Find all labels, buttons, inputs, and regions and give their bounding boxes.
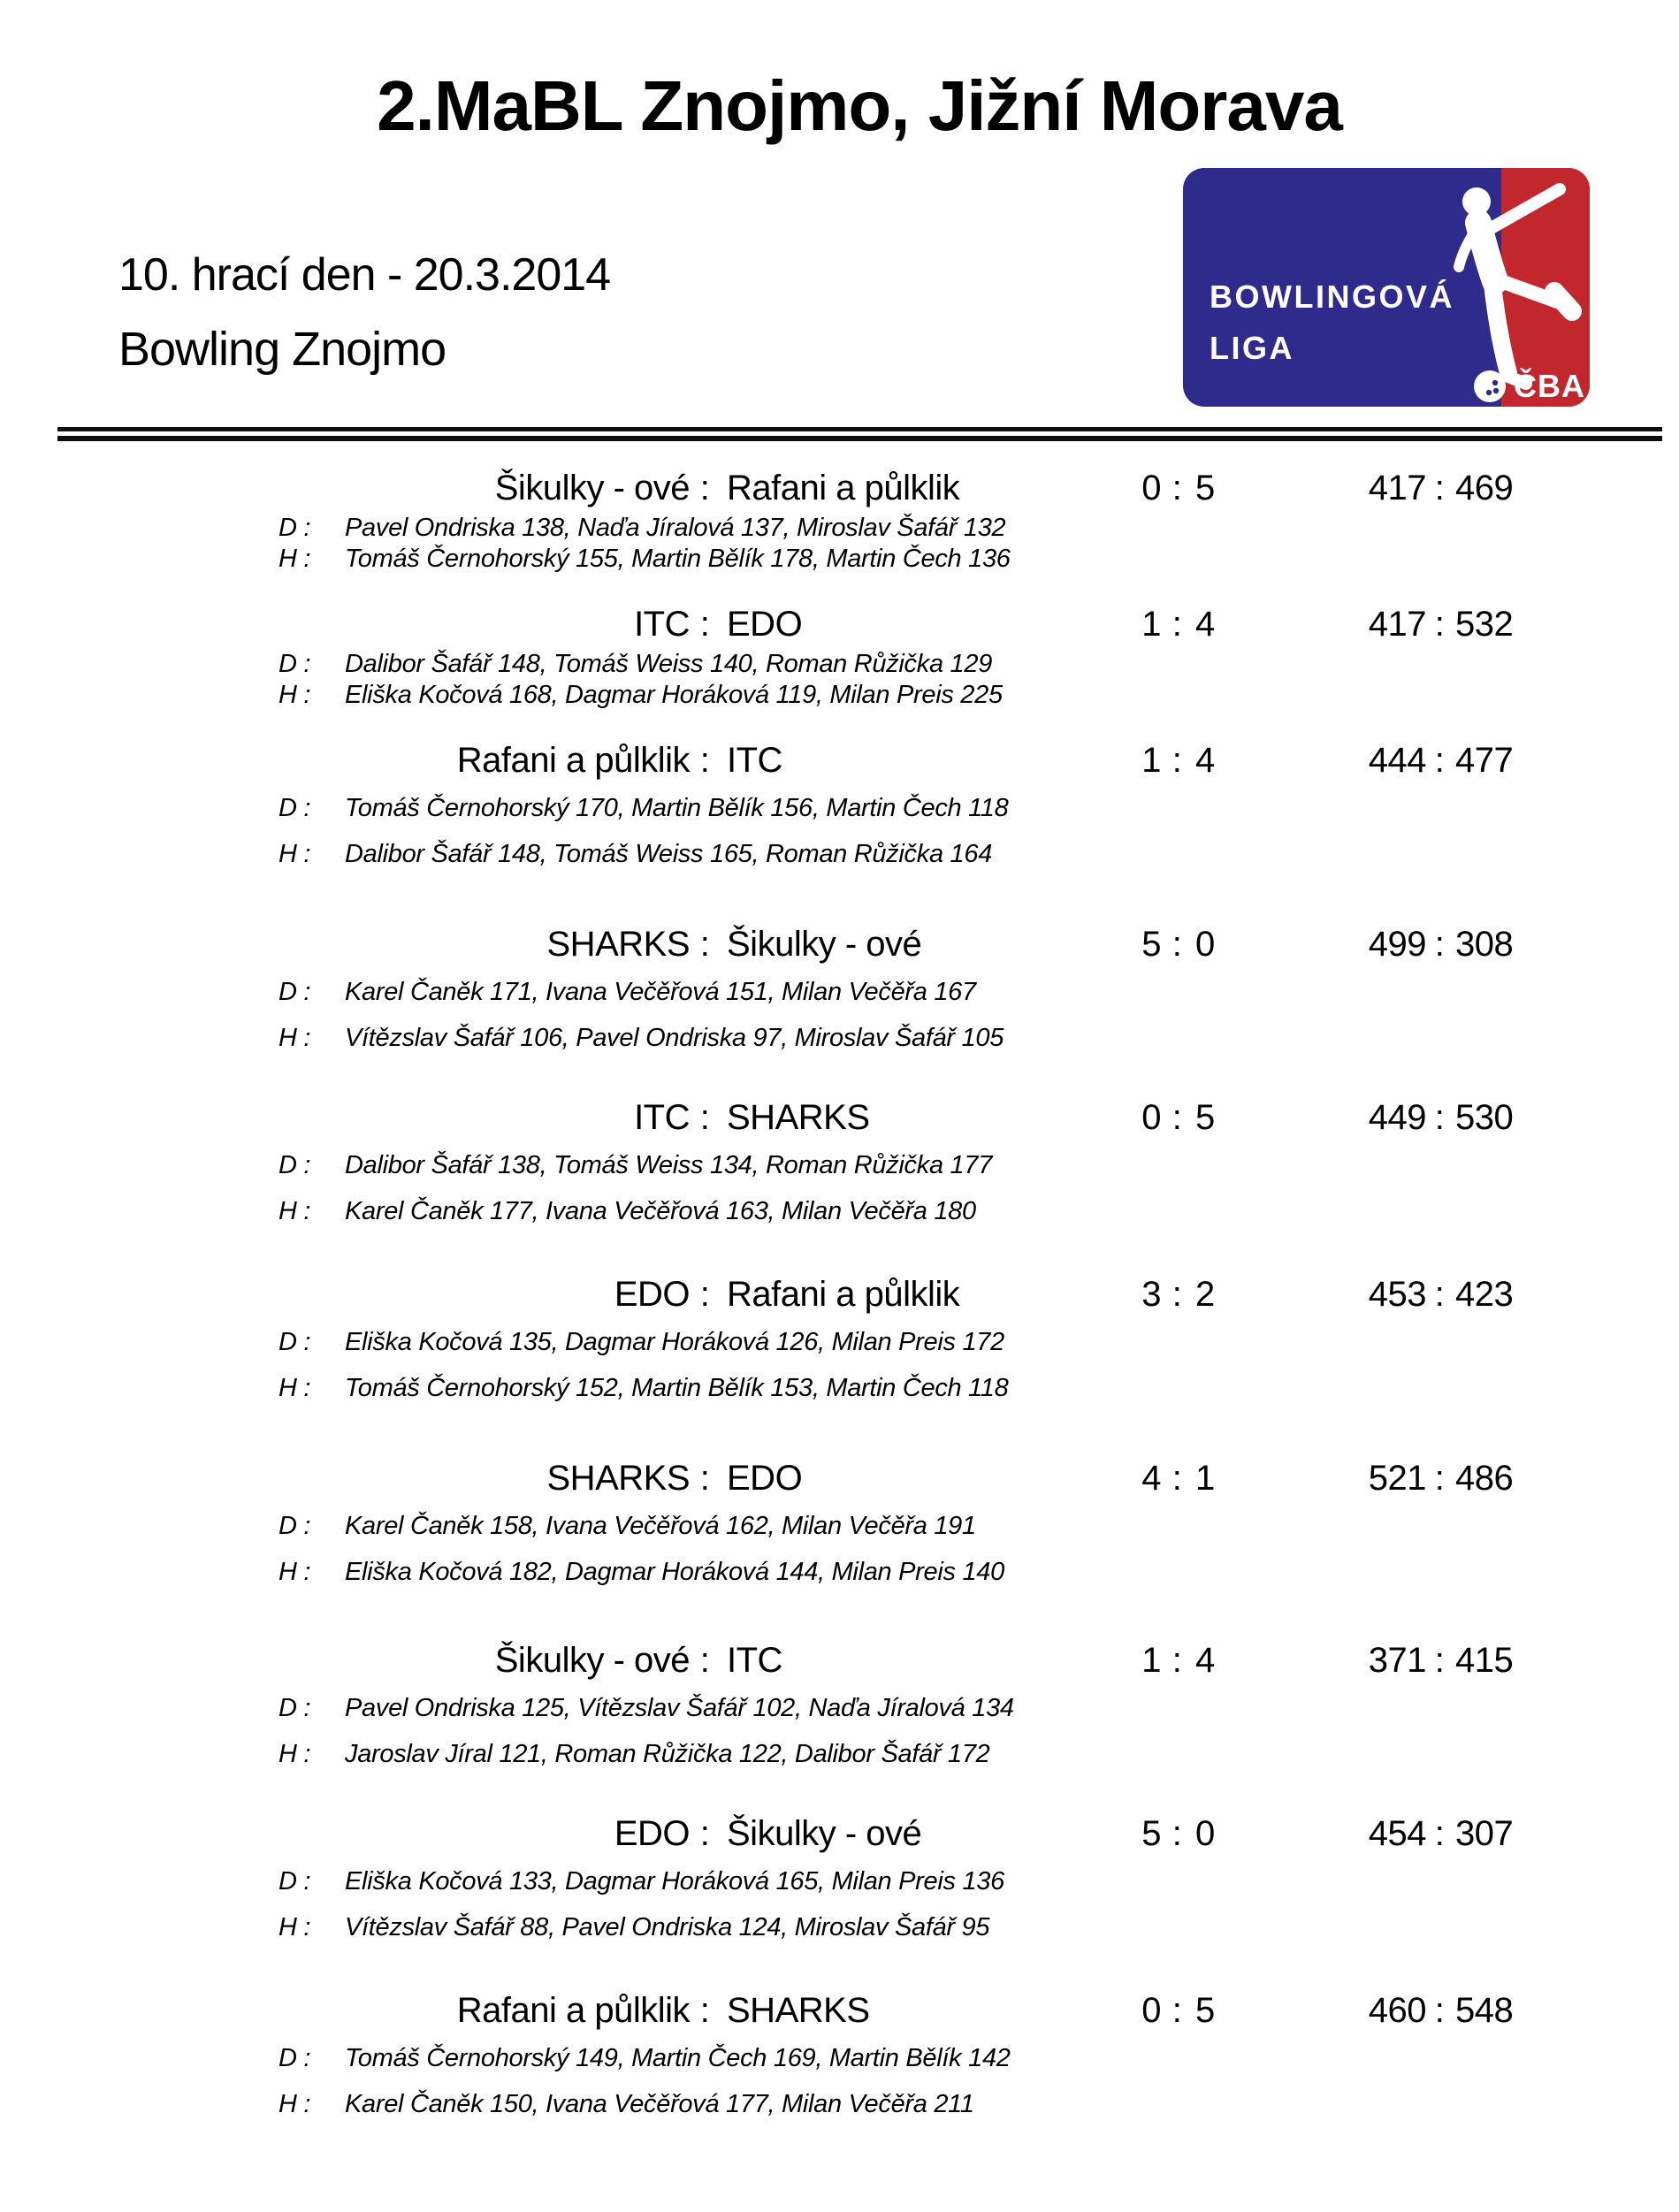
match-block-5 xyxy=(0,1098,1679,1226)
score-colon: : xyxy=(1171,1098,1182,1137)
away-players-list: Karel Čaněk 150, Ivana Večěřová 177, Milan Večěřa 211 xyxy=(345,2090,974,2118)
score-colon: : xyxy=(1171,741,1182,780)
match-header xyxy=(0,741,1679,780)
playing-day-date: 10. hrací den - 20.3.2014 xyxy=(118,249,611,301)
away-team-name: SHARKS xyxy=(727,1991,870,2030)
away-players-label: H : xyxy=(279,2090,311,2118)
score-away: 4 xyxy=(1195,1641,1215,1680)
home-team-name: Rafani a půlklik xyxy=(456,1991,690,2030)
match-block-1 xyxy=(0,469,1679,574)
home-team-name: SHARKS xyxy=(546,925,690,964)
match-block-10 xyxy=(0,1991,1679,2119)
home-team-name: ITC xyxy=(634,1098,690,1137)
home-players-list: Karel Čaněk 158, Ivana Večěřová 162, Milan Večěřa 191 xyxy=(345,1512,976,1540)
away-players-row xyxy=(0,1912,1679,1942)
match-header xyxy=(0,469,1679,507)
score-away: 4 xyxy=(1195,605,1215,644)
away-players-label: H : xyxy=(279,1740,311,1768)
score-colon: : xyxy=(1171,1459,1182,1498)
home-players-row xyxy=(0,1150,1679,1180)
logo-org-abbr: ČBA xyxy=(1514,368,1585,404)
pins-home: 371 xyxy=(1368,1641,1426,1680)
pins-colon: : xyxy=(1434,925,1445,964)
away-players-label: H : xyxy=(279,681,311,709)
score-away: 5 xyxy=(1195,469,1215,507)
away-players-row xyxy=(0,1023,1679,1053)
away-players-list: Dalibor Šafář 148, Tomáš Weiss 165, Roman Růžička 164 xyxy=(345,840,993,868)
pins-away: 415 xyxy=(1455,1641,1514,1680)
team-colon: : xyxy=(699,925,710,964)
away-players-label: H : xyxy=(279,1913,311,1941)
away-team-name: EDO xyxy=(727,605,803,644)
score-home: 1 xyxy=(1141,741,1161,780)
match-header xyxy=(0,1459,1679,1498)
score-colon: : xyxy=(1171,1641,1182,1680)
home-players-label: D : xyxy=(279,650,311,678)
pins-colon: : xyxy=(1434,741,1445,780)
pins-away: 308 xyxy=(1455,925,1514,964)
pins-home: 460 xyxy=(1368,1991,1426,2030)
logo-wordmark-line2: LIGA xyxy=(1210,330,1294,366)
score-home: 0 xyxy=(1141,469,1161,507)
bowling-ball-icon xyxy=(1474,370,1506,402)
venue-name: Bowling Znojmo xyxy=(118,323,446,376)
pins-home: 454 xyxy=(1368,1814,1426,1853)
score-home: 3 xyxy=(1141,1275,1161,1314)
pins-colon: : xyxy=(1434,605,1445,644)
home-players-list: Eliška Kočová 135, Dagmar Horáková 126, Milan Preis 172 xyxy=(345,1328,1004,1356)
score-away: 5 xyxy=(1195,1991,1215,2030)
team-colon: : xyxy=(699,741,710,780)
home-team-name: Šikulky - ové xyxy=(494,1641,690,1680)
away-team-name: ITC xyxy=(727,1641,782,1680)
away-team-name: Rafani a půlklik xyxy=(727,469,960,507)
away-players-label: H : xyxy=(279,1374,311,1402)
match-header xyxy=(0,605,1679,644)
away-team-name: Šikulky - ové xyxy=(727,1814,922,1853)
home-players-list: Karel Čaněk 171, Ivana Večěřová 151, Milan Večěřa 167 xyxy=(345,978,976,1006)
away-players-list: Eliška Kočová 168, Dagmar Horáková 119, Milan Preis 225 xyxy=(345,681,1003,709)
home-players-row xyxy=(0,1511,1679,1541)
match-block-8 xyxy=(0,1641,1679,1769)
away-players-row xyxy=(0,1373,1679,1403)
home-players-label: D : xyxy=(279,794,311,822)
pins-colon: : xyxy=(1434,1098,1445,1137)
away-team-name: EDO xyxy=(727,1459,803,1498)
match-header xyxy=(0,1098,1679,1137)
home-players-label: D : xyxy=(279,1151,311,1179)
away-players-list: Jaroslav Jíral 121, Roman Růžička 122, Dalibor Šafář 172 xyxy=(345,1740,990,1768)
home-players-row xyxy=(0,793,1679,823)
away-players-list: Eliška Kočová 182, Dagmar Horáková 144, Milan Preis 140 xyxy=(345,1558,1004,1586)
score-home: 0 xyxy=(1141,1098,1161,1137)
pins-colon: : xyxy=(1434,469,1445,507)
score-away: 1 xyxy=(1195,1459,1215,1498)
home-players-list: Tomáš Černohorský 149, Martin Čech 169, Martin Bělík 142 xyxy=(345,2044,1011,2072)
team-colon: : xyxy=(699,1641,710,1680)
home-players-label: D : xyxy=(279,978,311,1006)
home-players-label: D : xyxy=(279,1328,311,1356)
away-players-list: Tomáš Černohorský 155, Martin Bělík 178, Martin Čech 136 xyxy=(345,545,1011,573)
score-colon: : xyxy=(1171,925,1182,964)
home-players-row xyxy=(0,1866,1679,1896)
header-separator xyxy=(57,427,1662,441)
match-header xyxy=(0,1275,1679,1314)
home-team-name: EDO xyxy=(614,1814,690,1853)
home-players-list: Eliška Kočová 133, Dagmar Horáková 165, Milan Preis 136 xyxy=(345,1867,1004,1895)
away-team-name: ITC xyxy=(727,741,782,780)
pins-home: 417 xyxy=(1368,605,1426,644)
score-away: 5 xyxy=(1195,1098,1215,1137)
score-colon: : xyxy=(1171,1275,1182,1314)
home-players-label: D : xyxy=(279,514,311,542)
home-players-row xyxy=(0,2043,1679,2073)
match-header xyxy=(0,925,1679,964)
match-block-4 xyxy=(0,925,1679,1053)
away-players-list: Vítězslav Šafář 88, Pavel Ondriska 124, Miroslav Šafář 95 xyxy=(345,1913,990,1941)
home-players-label: D : xyxy=(279,1694,311,1722)
home-players-label: D : xyxy=(279,2044,311,2072)
league-logo xyxy=(1183,168,1590,407)
home-players-list: Dalibor Šafář 148, Tomáš Weiss 140, Roman Růžička 129 xyxy=(345,650,993,678)
away-players-row xyxy=(0,544,1679,574)
home-team-name: SHARKS xyxy=(546,1459,690,1498)
away-players-row xyxy=(0,839,1679,869)
home-players-label: D : xyxy=(279,1512,311,1540)
pins-away: 530 xyxy=(1455,1098,1514,1137)
away-team-name: Rafani a půlklik xyxy=(727,1275,960,1314)
team-colon: : xyxy=(699,1814,710,1853)
team-colon: : xyxy=(699,1459,710,1498)
team-colon: : xyxy=(699,1275,710,1314)
home-players-row xyxy=(0,649,1679,679)
away-players-label: H : xyxy=(279,1024,311,1052)
home-players-label: D : xyxy=(279,1867,311,1895)
match-block-2 xyxy=(0,605,1679,710)
pins-colon: : xyxy=(1434,1814,1445,1853)
score-away: 0 xyxy=(1195,925,1215,964)
match-header xyxy=(0,1814,1679,1853)
away-players-label: H : xyxy=(279,1558,311,1586)
away-players-label: H : xyxy=(279,840,311,868)
match-block-6 xyxy=(0,1275,1679,1403)
pins-colon: : xyxy=(1434,1641,1445,1680)
away-players-list: Karel Čaněk 177, Ivana Večěřová 163, Milan Večěřa 180 xyxy=(345,1197,976,1225)
away-players-row xyxy=(0,1196,1679,1226)
pins-away: 548 xyxy=(1455,1991,1514,2030)
away-players-row xyxy=(0,1739,1679,1769)
score-away: 2 xyxy=(1195,1275,1215,1314)
pins-away: 469 xyxy=(1455,469,1514,507)
pins-away: 477 xyxy=(1455,741,1514,780)
pins-colon: : xyxy=(1434,1991,1445,2030)
score-home: 1 xyxy=(1141,605,1161,644)
pins-colon: : xyxy=(1434,1275,1445,1314)
away-players-label: H : xyxy=(279,1197,311,1225)
pins-home: 444 xyxy=(1368,741,1426,780)
pins-home: 499 xyxy=(1368,925,1426,964)
home-team-name: Šikulky - ové xyxy=(494,469,690,507)
away-players-row xyxy=(0,680,1679,710)
team-colon: : xyxy=(699,1098,710,1137)
score-home: 5 xyxy=(1141,1814,1161,1853)
home-players-list: Tomáš Černohorský 170, Martin Bělík 156, Martin Čech 118 xyxy=(345,794,1009,822)
home-team-name: EDO xyxy=(614,1275,690,1314)
team-colon: : xyxy=(699,1991,710,2030)
away-team-name: SHARKS xyxy=(727,1098,870,1137)
pins-home: 449 xyxy=(1368,1098,1426,1137)
match-header xyxy=(0,1991,1679,2030)
away-players-list: Vítězslav Šafář 106, Pavel Ondriska 97, Miroslav Šafář 105 xyxy=(345,1024,1004,1052)
score-colon: : xyxy=(1171,1814,1182,1853)
team-colon: : xyxy=(699,469,710,507)
pins-away: 423 xyxy=(1455,1275,1514,1314)
home-team-name: Rafani a půlklik xyxy=(456,741,690,780)
score-colon: : xyxy=(1171,605,1182,644)
match-block-3 xyxy=(0,741,1679,869)
score-home: 0 xyxy=(1141,1991,1161,2030)
score-away: 4 xyxy=(1195,741,1215,780)
pins-colon: : xyxy=(1434,1459,1445,1498)
team-colon: : xyxy=(699,605,710,644)
score-away: 0 xyxy=(1195,1814,1215,1853)
pins-away: 307 xyxy=(1455,1814,1514,1853)
pins-home: 521 xyxy=(1368,1459,1426,1498)
score-home: 5 xyxy=(1141,925,1161,964)
home-players-row xyxy=(0,513,1679,543)
home-players-row xyxy=(0,977,1679,1007)
home-players-list: Pavel Ondriska 125, Vítězslav Šafář 102, Naďa Jíralová 134 xyxy=(345,1694,1014,1722)
score-home: 1 xyxy=(1141,1641,1161,1680)
home-team-name: ITC xyxy=(634,605,690,644)
pins-home: 453 xyxy=(1368,1275,1426,1314)
home-players-list: Pavel Ondriska 138, Naďa Jíralová 137, Miroslav Šafář 132 xyxy=(345,514,1006,542)
home-players-list: Dalibor Šafář 138, Tomáš Weiss 134, Roman Růžička 177 xyxy=(345,1151,993,1179)
match-header xyxy=(0,1641,1679,1680)
away-players-label: H : xyxy=(279,545,311,573)
away-team-name: Šikulky - ové xyxy=(727,925,922,964)
match-block-9 xyxy=(0,1814,1679,1942)
logo-wordmark-line1: BOWLINGOVÁ xyxy=(1210,278,1454,315)
pins-away: 486 xyxy=(1455,1459,1514,1498)
score-home: 4 xyxy=(1141,1459,1161,1498)
score-colon: : xyxy=(1171,469,1182,507)
score-colon: : xyxy=(1171,1991,1182,2030)
page-title: 2.MaBL Znojmo, Jižní Morava xyxy=(377,66,1342,145)
home-players-row xyxy=(0,1327,1679,1357)
pins-away: 532 xyxy=(1455,605,1514,644)
away-players-list: Tomáš Černohorský 152, Martin Bělík 153, Martin Čech 118 xyxy=(345,1374,1009,1402)
away-players-row xyxy=(0,2089,1679,2119)
match-block-7 xyxy=(0,1459,1679,1587)
away-players-row xyxy=(0,1557,1679,1587)
pins-home: 417 xyxy=(1368,469,1426,507)
home-players-row xyxy=(0,1693,1679,1723)
